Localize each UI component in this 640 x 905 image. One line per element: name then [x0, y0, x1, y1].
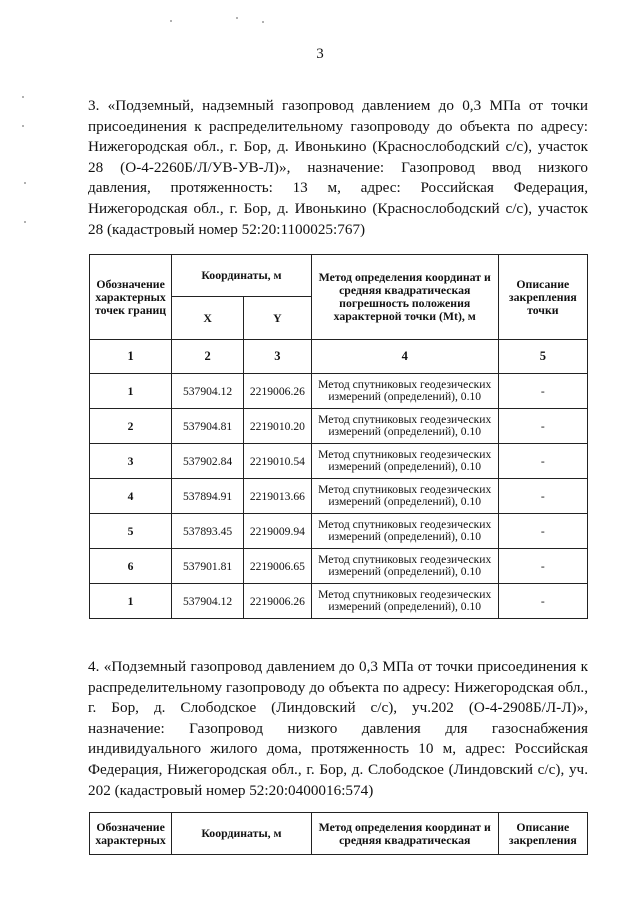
fixing-cell: -	[498, 584, 587, 619]
method-cell: Метод спутниковых геодезических измерений (определений), 0.10	[311, 444, 498, 479]
coord-x: 537893.45	[172, 514, 244, 549]
fixing-cell: -	[498, 549, 587, 584]
header-method: Метод определения координат и средняя квадратическая	[311, 813, 498, 855]
scan-speck	[24, 182, 26, 184]
method-cell: Метод спутниковых геодезических измерений (определений), 0.10	[311, 479, 498, 514]
item-3-description: 3. «Подземный, надземный газопровод давлением до 0,3 МПа от точки присоединения к распределительному газопроводу до объекта по адресу: Нижегородская обл., г. Бор, д. Ивонькино (Краснослободский с/с), участок 28 (О-4-2260Б/Л/УВ-УВ-Л)», назначение: Газопровод ввод низкого давления, протяженность: 13 м, адрес: Российская Федерация, Нижегородская обл., г. Бор, д. Ивонькино (Краснослободский с/с), участок 28 (кадастровый номер 52:20:1100025:767)	[88, 97, 588, 238]
page-number: 3	[316, 46, 324, 62]
header-points: Обозначение характерных точек границ	[90, 255, 172, 340]
table-row	[90, 479, 588, 514]
column-number-row	[90, 340, 588, 374]
item-4-description: 4. «Подземный газопровод давлением до 0,3 МПа от точки присоединения к распределительному газопроводу до объекта по адресу: Нижегородская обл., г. Бор, д. Слободское (Линдовский с/с), уч.202 (О-4-2908Б/Л-Л)», назначение: Газопровод низкого давления для газоснабжения индивидуального жилого дома, протяженность 10 м, адрес: Российская Федерация, Нижегородская обл., г. Бор, д. Слободское (Линдовский с/с), уч. 202 (кадастровый номер 52:20:0400016:574)	[88, 658, 588, 799]
point-id: 6	[90, 549, 172, 584]
point-id: 3	[90, 444, 172, 479]
coord-y: 2219006.26	[244, 584, 312, 619]
method-cell: Метод спутниковых геодезических измерений (определений), 0.10	[311, 514, 498, 549]
point-id: 1	[90, 374, 172, 409]
point-id: 2	[90, 409, 172, 444]
column-number: 4	[311, 340, 498, 374]
scan-speck	[22, 96, 24, 98]
header-fixing: Описание закрепления точки	[498, 255, 587, 340]
coord-x: 537894.91	[172, 479, 244, 514]
column-number: 3	[244, 340, 312, 374]
fixing-cell: -	[498, 374, 587, 409]
column-number: 1	[90, 340, 172, 374]
coord-x: 537901.81	[172, 549, 244, 584]
point-id: 5	[90, 514, 172, 549]
scan-speck	[236, 17, 238, 19]
method-cell: Метод спутниковых геодезических измерений (определений), 0.10	[311, 584, 498, 619]
method-cell: Метод спутниковых геодезических измерений (определений), 0.10	[311, 409, 498, 444]
coord-x: 537904.12	[172, 374, 244, 409]
header-coordinates: Координаты, м	[172, 255, 312, 297]
table-row	[90, 514, 588, 549]
scan-speck	[170, 20, 172, 22]
header-coordinates: Координаты, м	[172, 813, 312, 855]
table-row	[90, 584, 588, 619]
coord-y: 2219006.65	[244, 549, 312, 584]
header-x: X	[172, 297, 244, 340]
coordinates-table-2	[89, 812, 588, 855]
scan-speck	[24, 221, 26, 223]
table-row	[90, 549, 588, 584]
scan-speck	[262, 21, 264, 23]
method-cell: Метод спутниковых геодезических измерений (определений), 0.10	[311, 549, 498, 584]
coord-x: 537904.12	[172, 584, 244, 619]
coord-y: 2219006.26	[244, 374, 312, 409]
header-method: Метод определения координат и средняя квадратическая погрешность положения характерной точки (Mt), м	[311, 255, 498, 340]
table-header-row	[90, 813, 588, 855]
method-cell: Метод спутниковых геодезических измерений (определений), 0.10	[311, 374, 498, 409]
fixing-cell: -	[498, 444, 587, 479]
coord-y: 2219010.54	[244, 444, 312, 479]
point-id: 4	[90, 479, 172, 514]
coord-x: 537902.84	[172, 444, 244, 479]
table-row	[90, 444, 588, 479]
header-fixing: Описание закрепления	[498, 813, 587, 855]
coord-x: 537904.81	[172, 409, 244, 444]
table-row	[90, 374, 588, 409]
fixing-cell: -	[498, 479, 587, 514]
point-id: 1	[90, 584, 172, 619]
fixing-cell: -	[498, 514, 587, 549]
header-points: Обозначение характерных	[90, 813, 172, 855]
column-number: 5	[498, 340, 587, 374]
scan-speck	[22, 125, 24, 127]
coord-y: 2219010.20	[244, 409, 312, 444]
header-y: Y	[244, 297, 312, 340]
coord-y: 2219013.66	[244, 479, 312, 514]
fixing-cell: -	[498, 409, 587, 444]
coord-y: 2219009.94	[244, 514, 312, 549]
table-row	[90, 409, 588, 444]
column-number: 2	[172, 340, 244, 374]
coordinates-table-1	[89, 254, 588, 619]
table-header-row	[90, 255, 588, 297]
